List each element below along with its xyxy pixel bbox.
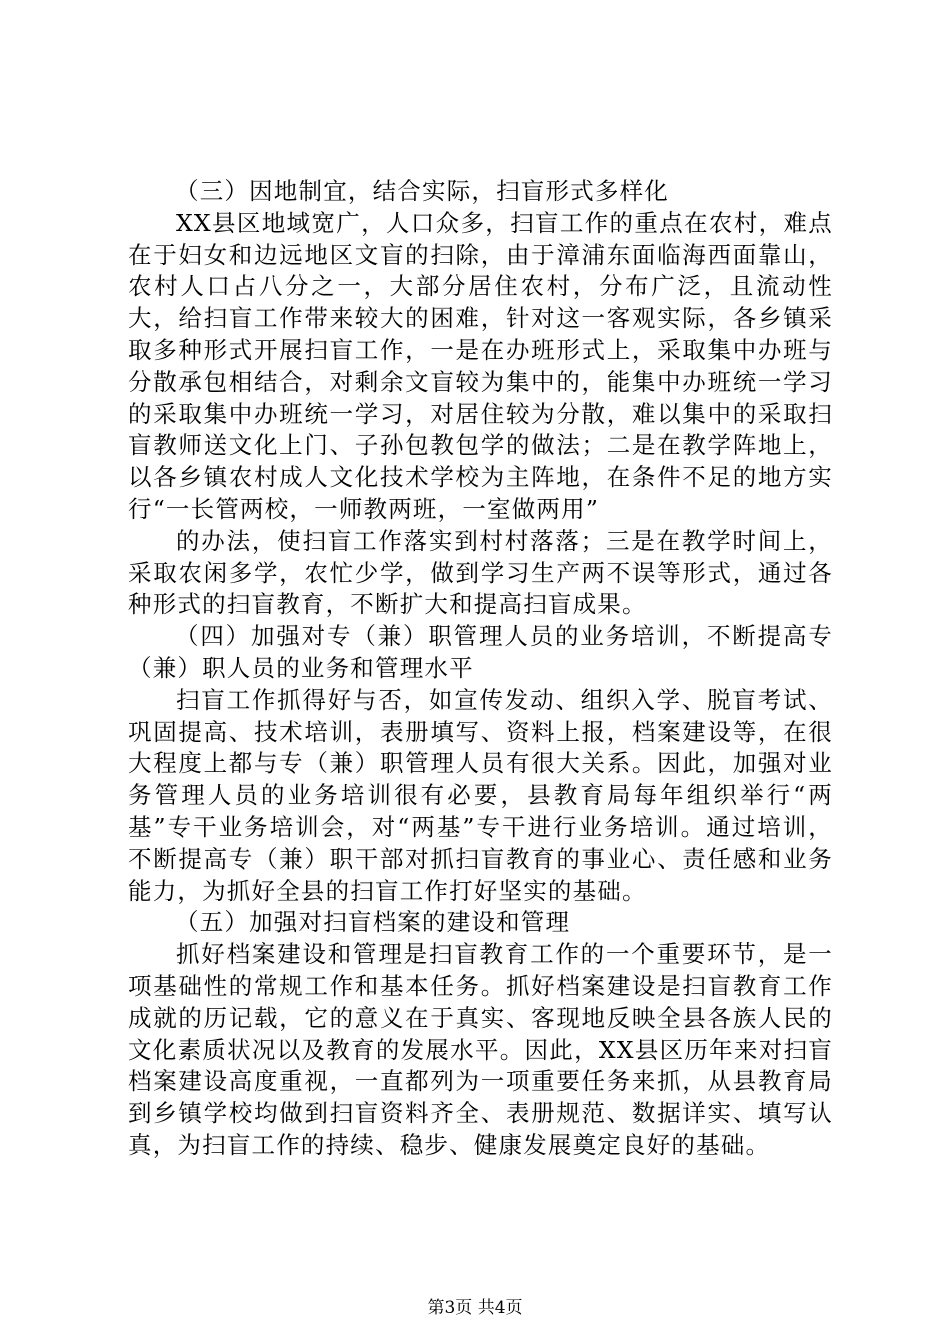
body-paragraph: XX县区地域宽广，人口众多，扫盲工作的重点在农村，难点在于妇女和边远地区文盲的扫除，由于漳浦东面临海西面靠山，农村人口占八分之一，大部分居住农村，分布广泛，且流动性大，给扫盲工作带来较大的困难，针对这一客观实际，各乡镇采取多种形式开展扫盲工作，一是在办班形式上，采取集中办班与分散承包相结合，对剩余文盲较为集中的，能集中办班统一学习的采取集中办班统一学习，对居住较为分散，难以集中的采取扫盲教师送文化上门、子孙包教包学的做法；二是在教学阵地上，以各乡镇农村成人文化技术学校为主阵地，在条件不足的地方实行“一长管两校，一师教两班，一室做两用” (128, 208, 833, 523)
body-paragraph: 抓好档案建设和管理是扫盲教育工作的一个重要环节，是一项基础性的常规工作和基本任务。抓好档案建设是扫盲教育工作成就的历记载，它的意义在于真实、客现地反映全县各族人民的文化素质状况以及教育的发展水平。因此，XX县区历年来对扫盲档案建设高度重视，一直都列为一项重要任务来抓，从县教育局到乡镇学校均做到扫盲资料齐全、表册规范、数据详实、填写认真，为扫盲工作的持续、稳步、健康发展奠定良好的基础。 (128, 940, 833, 1159)
section-heading-4: （四）加强对专（兼）职管理人员的业务培训，不断提高专（兼）职人员的业务和管理水平 (128, 622, 833, 682)
section-heading-3: （三）因地制宜，结合实际，扫盲形式多样化 (175, 177, 669, 205)
body-paragraph: 扫盲工作抓得好与否，如宣传发动、组织入学、脱盲考试、巩固提高、技术培训，表册填写、资料上报，档案建设等，在很大程度上都与专（兼）职管理人员有很大关系。因此，加强对业务管理人员的业务培训很有必要，县教育局每年组织举行“两基”专干业务培训会，对“两基”专干进行业务培训。通过培训，不断提高专（兼）职干部对抓扫盲教育的事业心、责任感和业务能力，为抓好全县的扫盲工作打好坚实的基础。 (128, 685, 833, 905)
section-heading-5: （五）加强对扫盲档案的建设和管理 (175, 908, 571, 937)
page-footer: 第3页 共4页 (427, 1298, 523, 1318)
document-body (128, 176, 833, 1162)
body-paragraph: 的办法，使扫盲工作落实到村村落落；三是在教学时间上，采取农闲多学，农忙少学，做到学习生产两不误等形式，通过各种形式的扫盲教育，不断扩大和提高扫盲成果。 (128, 526, 833, 619)
